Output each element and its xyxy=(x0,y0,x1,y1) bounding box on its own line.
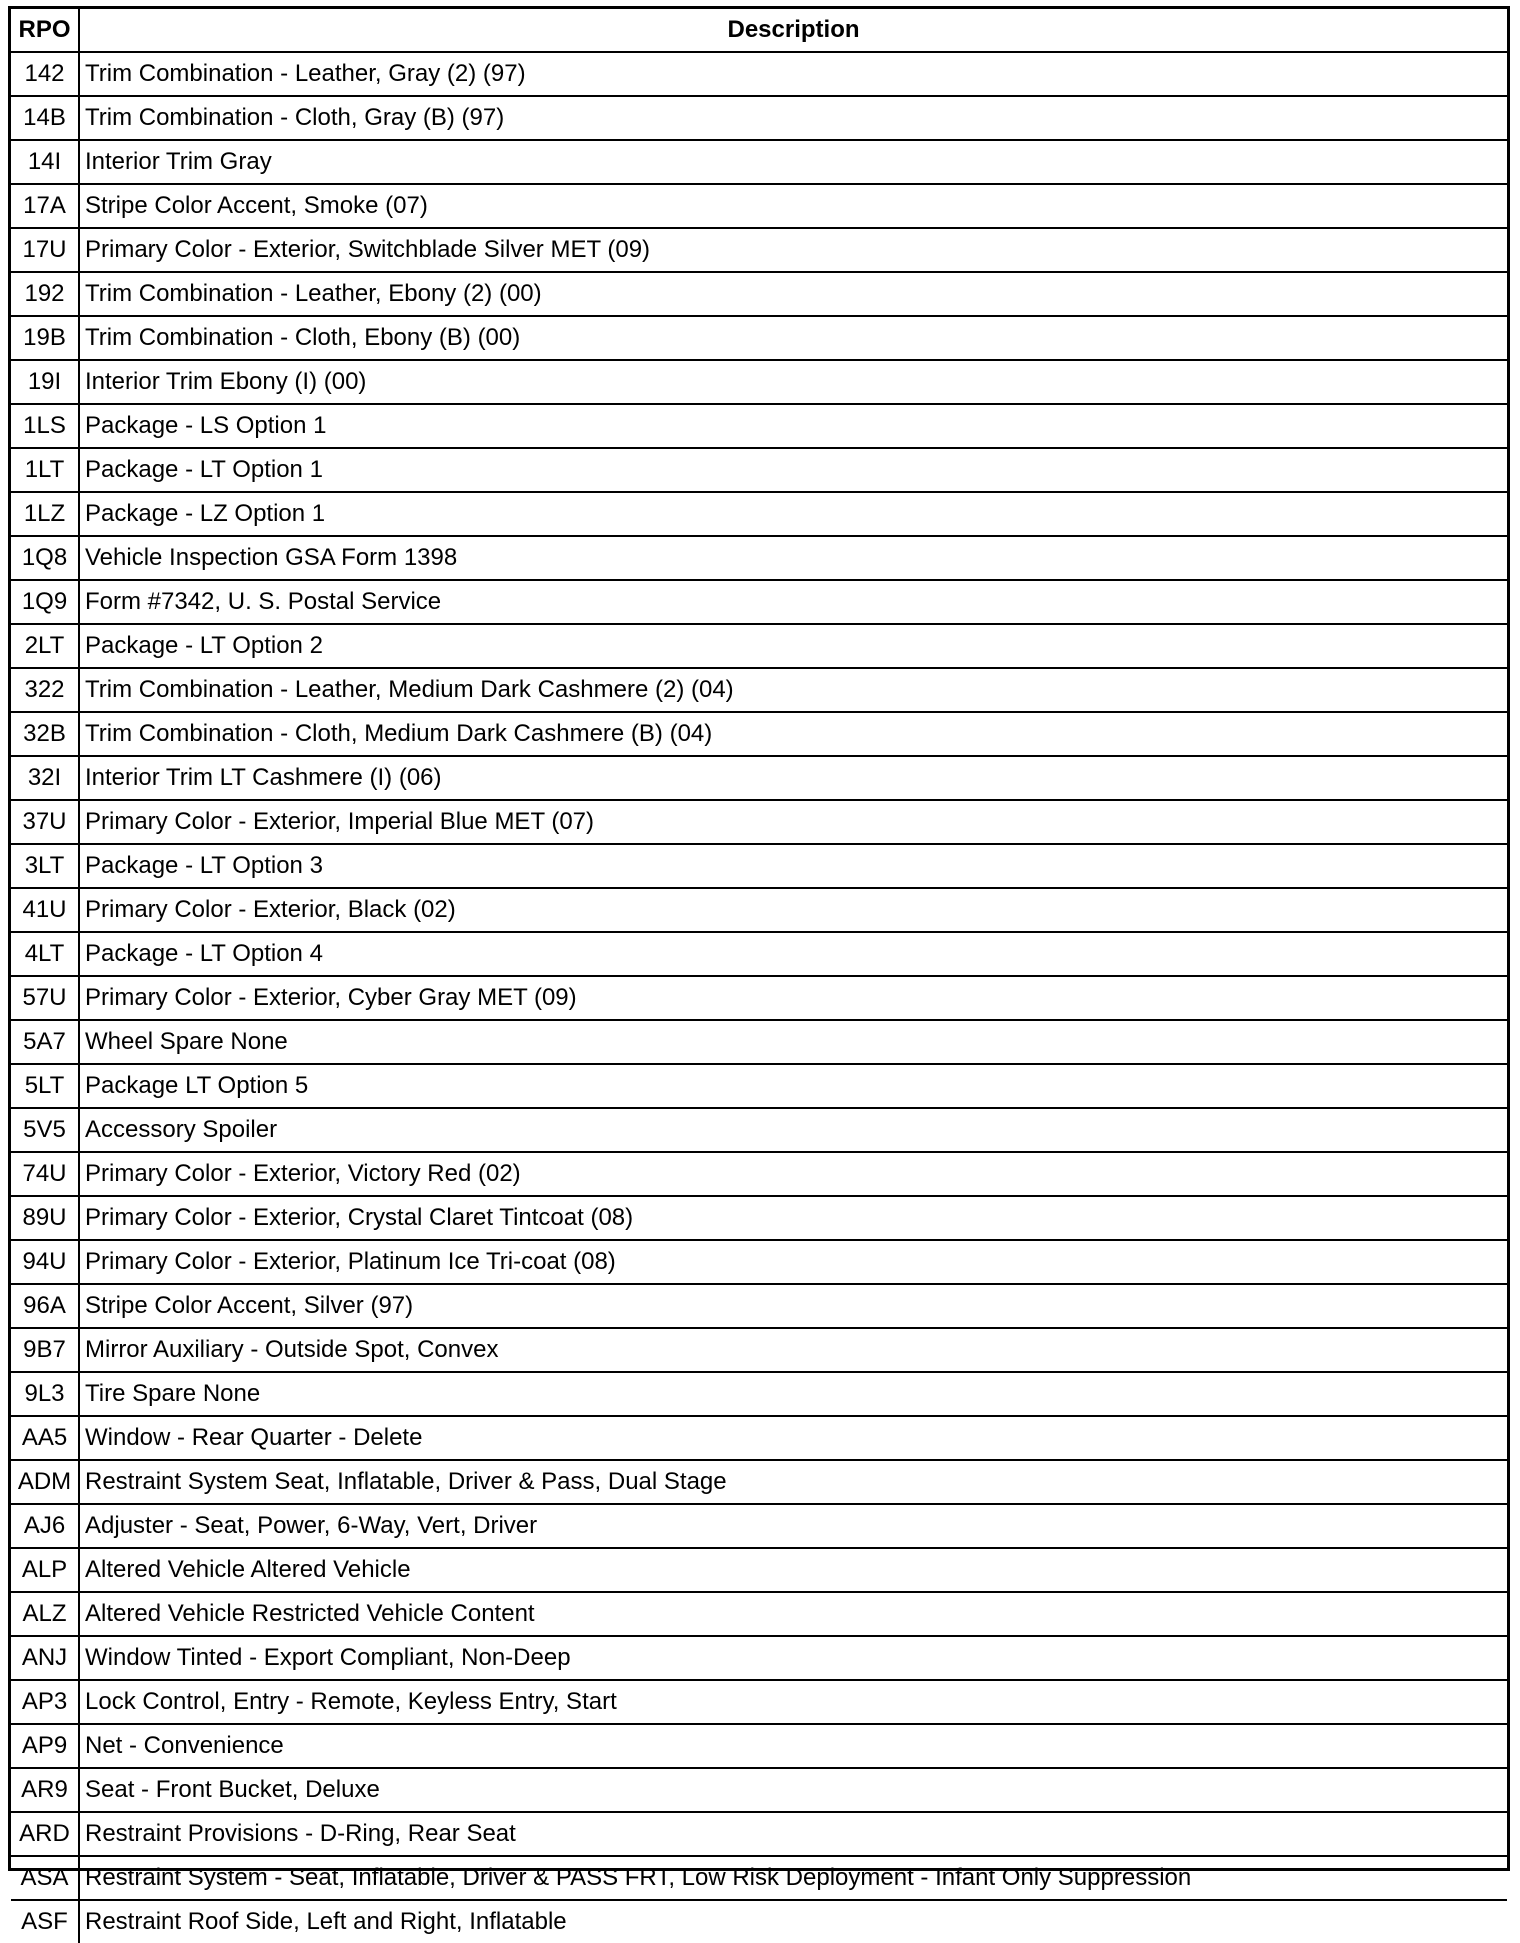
table-row xyxy=(11,712,1507,756)
rpo-code-cell: 1LT xyxy=(11,448,79,492)
rpo-code-cell: 57U xyxy=(11,976,79,1020)
description-cell: Mirror Auxiliary - Outside Spot, Convex xyxy=(79,1328,1507,1372)
rpo-code-cell: 9B7 xyxy=(11,1328,79,1372)
description-cell: Restraint System - Seat, Inflatable, Driver & PASS FRT, Low Risk Deployment - Infant Only Suppression xyxy=(79,1856,1507,1900)
rpo-code-cell: 32B xyxy=(11,712,79,756)
table-row xyxy=(11,272,1507,316)
table-row xyxy=(11,1284,1507,1328)
description-cell: Altered Vehicle Altered Vehicle xyxy=(79,1548,1507,1592)
table-body xyxy=(11,52,1507,1943)
rpo-code-cell: 74U xyxy=(11,1152,79,1196)
rpo-code-cell: ADM xyxy=(11,1460,79,1504)
description-cell: Adjuster - Seat, Power, 6-Way, Vert, Driver xyxy=(79,1504,1507,1548)
table-row xyxy=(11,140,1507,184)
table-row xyxy=(11,624,1507,668)
description-cell: Restraint Provisions - D-Ring, Rear Seat xyxy=(79,1812,1507,1856)
description-cell: Primary Color - Exterior, Platinum Ice Tri-coat (08) xyxy=(79,1240,1507,1284)
description-cell: Package - LT Option 2 xyxy=(79,624,1507,668)
rpo-code-cell: 14B xyxy=(11,96,79,140)
description-cell: Window Tinted - Export Compliant, Non-Deep xyxy=(79,1636,1507,1680)
rpo-code-cell: 19B xyxy=(11,316,79,360)
rpo-code-cell: 1Q9 xyxy=(11,580,79,624)
description-cell: Restraint System Seat, Inflatable, Driver & Pass, Dual Stage xyxy=(79,1460,1507,1504)
table-row xyxy=(11,888,1507,932)
table-row xyxy=(11,360,1507,404)
description-cell: Altered Vehicle Restricted Vehicle Content xyxy=(79,1592,1507,1636)
rpo-code-cell: 1LZ xyxy=(11,492,79,536)
description-cell: Package LT Option 5 xyxy=(79,1064,1507,1108)
rpo-code-cell: 14I xyxy=(11,140,79,184)
table-row xyxy=(11,228,1507,272)
description-cell: Primary Color - Exterior, Imperial Blue MET (07) xyxy=(79,800,1507,844)
rpo-code-cell: 5A7 xyxy=(11,1020,79,1064)
rpo-code-cell: 5LT xyxy=(11,1064,79,1108)
description-cell: Package - LZ Option 1 xyxy=(79,492,1507,536)
rpo-code-table xyxy=(11,9,1507,1943)
description-cell: Interior Trim Ebony (I) (00) xyxy=(79,360,1507,404)
description-cell: Primary Color - Exterior, Switchblade Silver MET (09) xyxy=(79,228,1507,272)
description-cell: Package - LT Option 4 xyxy=(79,932,1507,976)
column-header-description: Description xyxy=(79,9,1507,52)
table-row xyxy=(11,1460,1507,1504)
rpo-code-cell: 32I xyxy=(11,756,79,800)
table-row xyxy=(11,316,1507,360)
table-row xyxy=(11,184,1507,228)
table-row xyxy=(11,52,1507,96)
description-cell: Seat - Front Bucket, Deluxe xyxy=(79,1768,1507,1812)
rpo-code-cell: 322 xyxy=(11,668,79,712)
rpo-code-cell: AA5 xyxy=(11,1416,79,1460)
rpo-code-cell: ARD xyxy=(11,1812,79,1856)
table-row xyxy=(11,580,1507,624)
description-cell: Interior Trim Gray xyxy=(79,140,1507,184)
rpo-code-cell: 9L3 xyxy=(11,1372,79,1416)
description-cell: Trim Combination - Cloth, Ebony (B) (00) xyxy=(79,316,1507,360)
table-row xyxy=(11,1108,1507,1152)
rpo-code-cell: AP3 xyxy=(11,1680,79,1724)
table-row xyxy=(11,404,1507,448)
rpo-code-cell: 94U xyxy=(11,1240,79,1284)
table-row xyxy=(11,932,1507,976)
rpo-code-cell: 17A xyxy=(11,184,79,228)
table-row xyxy=(11,1152,1507,1196)
rpo-code-cell: ALZ xyxy=(11,1592,79,1636)
description-cell: Window - Rear Quarter - Delete xyxy=(79,1416,1507,1460)
rpo-code-cell: 1Q8 xyxy=(11,536,79,580)
table-row xyxy=(11,1372,1507,1416)
rpo-code-cell: AJ6 xyxy=(11,1504,79,1548)
description-cell: Accessory Spoiler xyxy=(79,1108,1507,1152)
rpo-code-cell: 142 xyxy=(11,52,79,96)
table-row xyxy=(11,1240,1507,1284)
description-cell: Primary Color - Exterior, Crystal Claret Tintcoat (08) xyxy=(79,1196,1507,1240)
column-header-rpo: RPO xyxy=(11,9,79,52)
rpo-code-cell: 1LS xyxy=(11,404,79,448)
table-row xyxy=(11,1416,1507,1460)
rpo-code-cell: 17U xyxy=(11,228,79,272)
table-row xyxy=(11,976,1507,1020)
description-cell: Restraint Roof Side, Left and Right, Inflatable xyxy=(79,1900,1507,1943)
description-cell: Primary Color - Exterior, Black (02) xyxy=(79,888,1507,932)
table-row xyxy=(11,536,1507,580)
description-cell: Wheel Spare None xyxy=(79,1020,1507,1064)
description-cell: Lock Control, Entry - Remote, Keyless Entry, Start xyxy=(79,1680,1507,1724)
rpo-code-cell: 2LT xyxy=(11,624,79,668)
table-row xyxy=(11,668,1507,712)
table-row xyxy=(11,1812,1507,1856)
rpo-code-cell: ASA xyxy=(11,1856,79,1900)
rpo-code-cell: ASF xyxy=(11,1900,79,1943)
rpo-code-cell: 3LT xyxy=(11,844,79,888)
table-row xyxy=(11,1636,1507,1680)
table-row xyxy=(11,800,1507,844)
table-row xyxy=(11,1724,1507,1768)
rpo-code-cell: 4LT xyxy=(11,932,79,976)
rpo-code-cell: 19I xyxy=(11,360,79,404)
description-cell: Trim Combination - Leather, Ebony (2) (00) xyxy=(79,272,1507,316)
table-row xyxy=(11,448,1507,492)
description-cell: Trim Combination - Leather, Medium Dark Cashmere (2) (04) xyxy=(79,668,1507,712)
description-cell: Stripe Color Accent, Silver (97) xyxy=(79,1284,1507,1328)
rpo-code-cell: ANJ xyxy=(11,1636,79,1680)
description-cell: Package - LT Option 1 xyxy=(79,448,1507,492)
table-header-row xyxy=(11,9,1507,52)
description-cell: Stripe Color Accent, Smoke (07) xyxy=(79,184,1507,228)
description-cell: Package - LT Option 3 xyxy=(79,844,1507,888)
rpo-code-cell: 192 xyxy=(11,272,79,316)
rpo-code-table-container xyxy=(8,6,1510,1935)
table-row xyxy=(11,844,1507,888)
table-row xyxy=(11,1064,1507,1108)
rpo-code-cell: 96A xyxy=(11,1284,79,1328)
description-cell: Form #7342, U. S. Postal Service xyxy=(79,580,1507,624)
rpo-code-cell: AP9 xyxy=(11,1724,79,1768)
table-row xyxy=(11,1328,1507,1372)
table-row xyxy=(11,96,1507,140)
rpo-code-cell: 41U xyxy=(11,888,79,932)
rpo-code-cell: 37U xyxy=(11,800,79,844)
table-row xyxy=(11,1592,1507,1636)
description-cell: Trim Combination - Cloth, Gray (B) (97) xyxy=(79,96,1507,140)
description-cell: Net - Convenience xyxy=(79,1724,1507,1768)
description-cell: Primary Color - Exterior, Victory Red (02) xyxy=(79,1152,1507,1196)
table-row xyxy=(11,756,1507,800)
table-row xyxy=(11,1020,1507,1064)
table-row xyxy=(11,492,1507,536)
description-cell: Trim Combination - Leather, Gray (2) (97) xyxy=(79,52,1507,96)
table-row xyxy=(11,1196,1507,1240)
rpo-code-cell: AR9 xyxy=(11,1768,79,1812)
table-row xyxy=(11,1856,1507,1900)
table-row xyxy=(11,1504,1507,1548)
description-cell: Package - LS Option 1 xyxy=(79,404,1507,448)
table-row xyxy=(11,1548,1507,1592)
rpo-code-cell: 89U xyxy=(11,1196,79,1240)
description-cell: Primary Color - Exterior, Cyber Gray MET (09) xyxy=(79,976,1507,1020)
rpo-code-cell: ALP xyxy=(11,1548,79,1592)
description-cell: Trim Combination - Cloth, Medium Dark Cashmere (B) (04) xyxy=(79,712,1507,756)
table-row xyxy=(11,1900,1507,1943)
rpo-code-cell: 5V5 xyxy=(11,1108,79,1152)
description-cell: Vehicle Inspection GSA Form 1398 xyxy=(79,536,1507,580)
table-row xyxy=(11,1680,1507,1724)
description-cell: Tire Spare None xyxy=(79,1372,1507,1416)
table-row xyxy=(11,1768,1507,1812)
description-cell: Interior Trim LT Cashmere (I) (06) xyxy=(79,756,1507,800)
